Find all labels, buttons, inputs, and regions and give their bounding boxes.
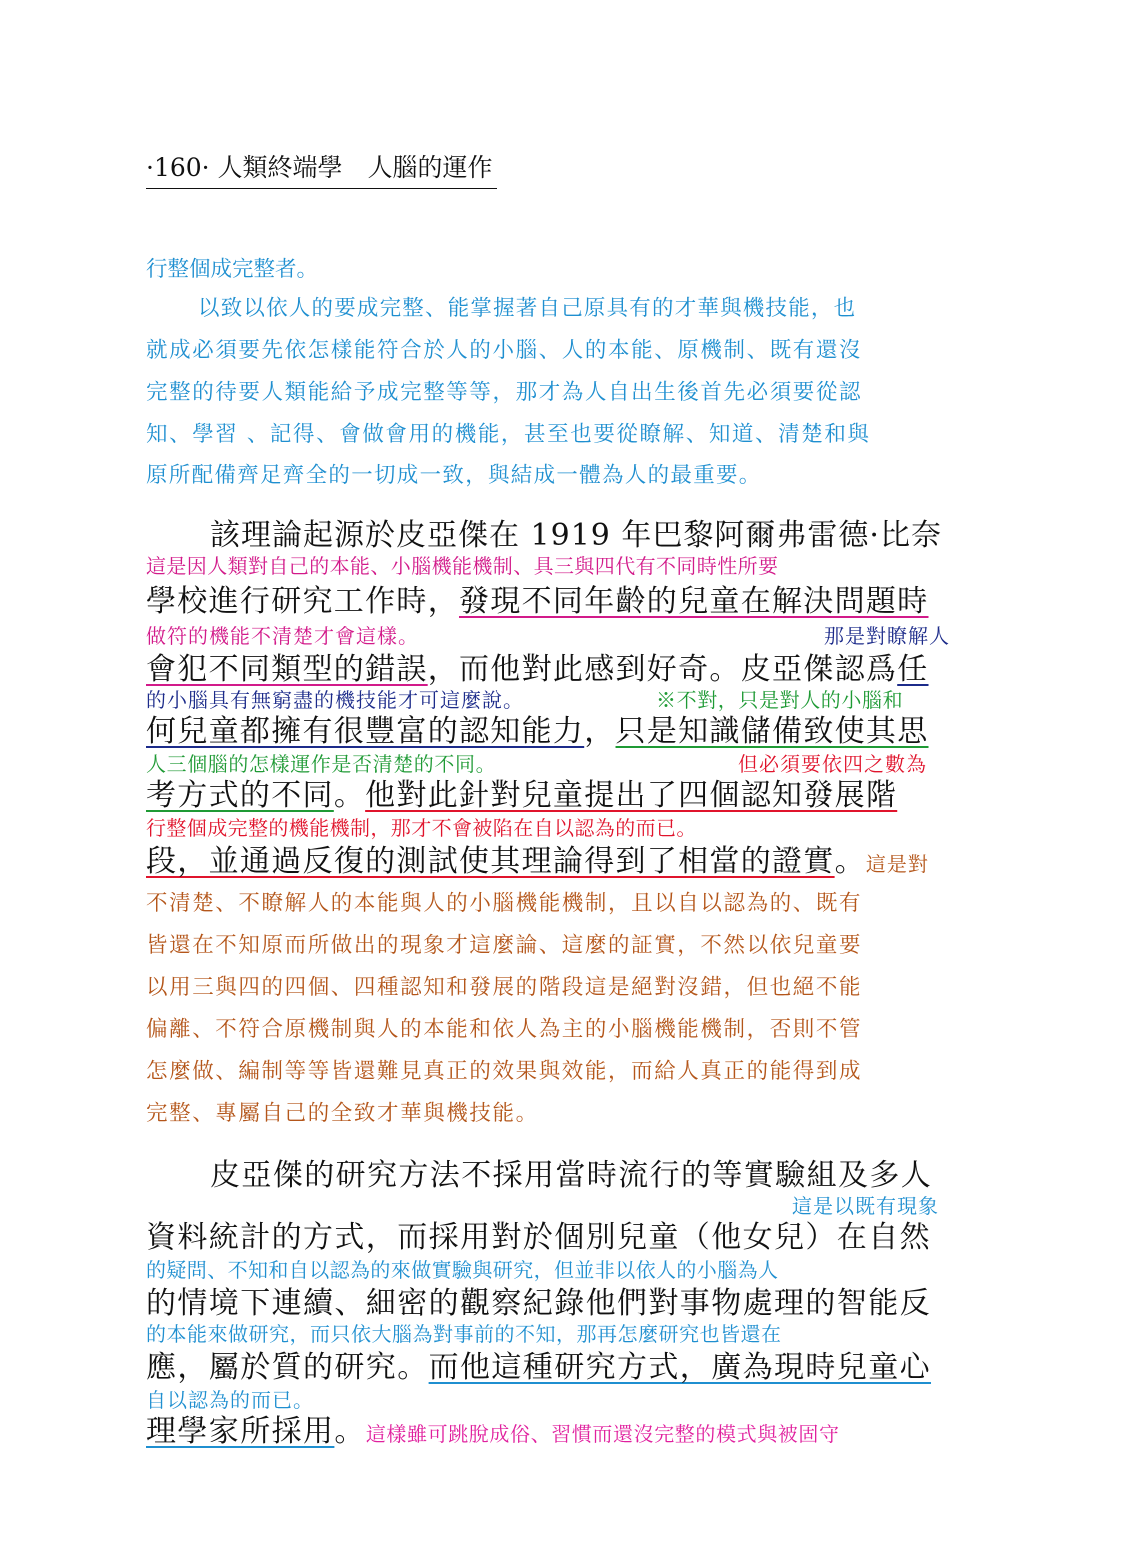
- blue-note-4: 自以認為的而已。: [146, 1388, 314, 1412]
- main-text-line-4b: ，: [584, 714, 616, 749]
- main-text-line-3c: 任: [897, 652, 929, 687]
- main-text-line-2a: 學校進行研究工作時，: [146, 584, 459, 619]
- main-text-line-5b: 。: [333, 778, 366, 813]
- main-text-line-5c: 他對此針對兒童提出了四個認知發展階: [365, 778, 898, 813]
- main-text-line-4a: 何兒童都擁有很豐富的認知能力: [146, 714, 585, 749]
- main-text-line-3: [146, 644, 929, 688]
- brown-comment-line-1: 不清楚、不瞭解人的本能與人的小腦機能機制，且以自以認為的、既有: [146, 891, 863, 916]
- blue-comment-line-1: 行整個成完整者。: [146, 257, 319, 282]
- main-text-line-1: 該理論起源於皮亞傑在 1919 年巴黎阿爾弗雷德·比奈: [210, 518, 942, 553]
- red-note-2: 行整個成完整的機能機制，那才不會被陷在自以認為的而已。: [146, 816, 697, 840]
- navy-note-2: 的小腦具有無窮盡的機技能才可這麼說。: [146, 688, 524, 712]
- main2-text-line-5b: 。: [334, 1414, 366, 1449]
- main-text-line-3b: ，而他對此感到好奇。皮亞傑認爲: [427, 652, 898, 687]
- main2-text-line-5: [146, 1406, 840, 1450]
- pink-inline-note-1: 這樣雖可跳脫成俗、習慣而還沒完整的模式與被固守: [365, 1422, 840, 1446]
- running-header: ·160· 人類終端學 人腦的運作: [146, 148, 497, 189]
- blue-comment-line-5: 知、學習 、記得、會做會用的機能，甚至也要從瞭解、知道、清楚和與: [146, 422, 871, 447]
- main-text-line-2b: 發現不同年齡的兒童在解決問題時: [459, 584, 929, 619]
- brown-comment-line-3: 以用三與四的四個、四種認知和發展的階段這是絕對沒錯，但也絕不能: [146, 975, 863, 1000]
- main-text-line-3a: 會犯不同類型的錯誤: [146, 652, 428, 687]
- brown-comment-line-5: 怎麼做、編制等等皆還難見真正的效果與效能，而給人真正的能得到成: [146, 1059, 863, 1084]
- brown-comment-line-6: 完整、專屬自己的全致才華與機技能。: [146, 1101, 539, 1126]
- main-text-line-6a: 段，並通過反復的測試使其理論得到了相當的證實: [146, 844, 835, 879]
- green-note-2: 人三個腦的怎樣運作是否清楚的不同。: [146, 752, 497, 776]
- main-text-line-5a: 考方式的不同: [146, 778, 334, 813]
- brown-comment-line-2: 皆還在不知原而所做出的現象才這麼論、這麼的証實，不然以依兒童要: [146, 933, 863, 958]
- blue-comment-line-3: 就成必須要先依怎樣能符合於人的小腦、人的本能、原機制、既有還沒: [146, 338, 863, 363]
- main2-text-line-4b: 而他這種研究方式，廣為現時兒童心: [428, 1350, 932, 1385]
- green-note-1: ※不對，只是對人的小腦和: [656, 688, 904, 712]
- blue-comment-line-4: 完整的待要人類能給予成完整等等，那才為人自出生後首先必須要從認: [146, 380, 863, 405]
- main-text-line-4: [146, 706, 929, 750]
- main2-text-line-5a: 理學家所採用: [146, 1414, 335, 1449]
- brown-inline-note-1: 這是對: [865, 852, 929, 876]
- main2-text-line-1: 皮亞傑的研究方法不採用當時流行的等實驗組及多人: [210, 1158, 933, 1193]
- main2-text-line-3: 的情境下連續、細密的觀察紀錄他們對事物處理的智能反: [146, 1286, 931, 1321]
- main-text-line-6b: 。: [834, 844, 866, 879]
- navy-note-1: 那是對瞭解人: [824, 624, 950, 648]
- blue-comment-line-6: 原所配備齊足齊全的一切成一致，與結成一體為人的最重要。: [146, 463, 762, 488]
- blue-comment-line-2: 以致以依人的要成完整、能掌握著自己原具有的才華與機技能，也: [198, 296, 857, 321]
- main2-text-line-2: 資料統計的方式，而採用對於個別兒童（他女兒）在自然: [146, 1220, 931, 1255]
- main-text-line-4c: 只是知識儲備致使其思: [615, 714, 929, 749]
- magenta-note-1: 這是因人類對自己的本能、小腦機能機制、具三與四代有不同時性所要: [146, 554, 779, 578]
- red-note-1: 但必須要依四之數為: [738, 752, 927, 776]
- main-text-line-5: [146, 770, 897, 814]
- brown-comment-line-4: 偏離、不符合原機制與人的本能和依人為主的小腦機能機制，否則不管: [146, 1017, 863, 1042]
- main-text-line-2: [146, 576, 929, 620]
- magenta-note-2: 做符的機能不清楚才會這樣。: [146, 624, 419, 648]
- blue-note-2: 的疑問、不知和自以認為的來做實驗與研究，但並非以依人的小腦為人: [146, 1258, 779, 1282]
- blue-note-3: 的本能來做研究，而只依大腦為對事前的不知，那再怎麼研究也皆還在: [146, 1322, 782, 1346]
- main2-text-line-4a: 應，屬於質的研究。: [146, 1350, 429, 1385]
- main2-text-line-4: [146, 1342, 931, 1386]
- main-text-line-6: [146, 836, 929, 880]
- blue-note-1: 這是以既有現象: [792, 1194, 939, 1218]
